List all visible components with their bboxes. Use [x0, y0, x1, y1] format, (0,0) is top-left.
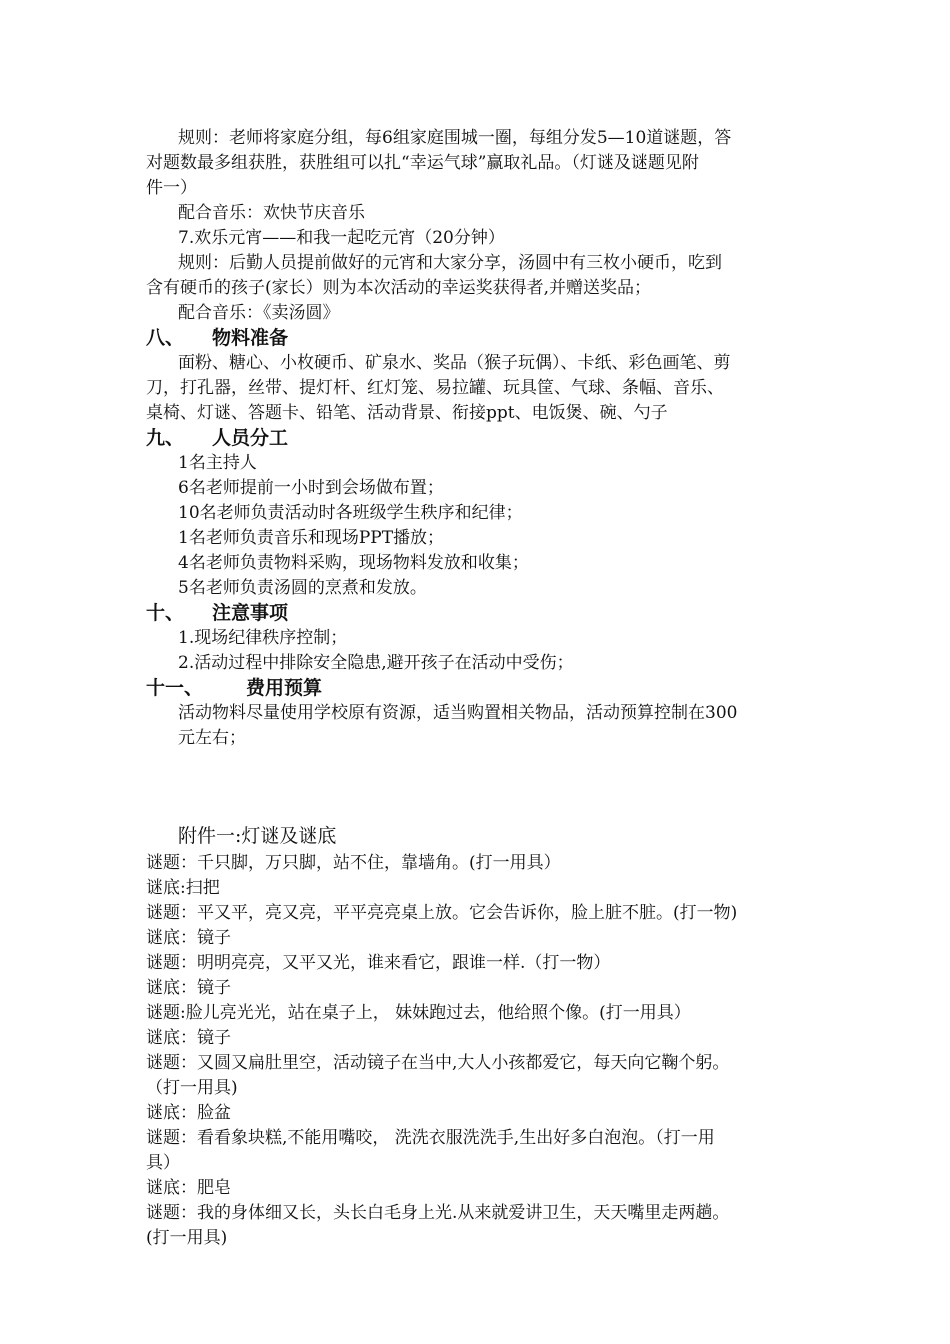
answer-line: 谜底：脸盆	[146, 1103, 231, 1123]
document-page	[146, 126, 816, 1251]
section-number: 八、	[146, 327, 185, 349]
staffing-line: 4名老师负责物料采购，现场物料发放和收集；	[178, 553, 529, 573]
staffing-line: 5名老师负责汤圆的烹煮和发放。	[178, 578, 427, 598]
music-line: 配合音乐：《卖汤圆》	[178, 303, 340, 323]
rules-line: 规则：后勤人员提前做好的元宵和大家分享，汤圆中有三枚小硬币，吃到	[178, 253, 722, 273]
riddle-line: (打一用具)	[146, 1228, 228, 1248]
section-heading-materials	[146, 326, 816, 351]
riddle-line: 谜题：千只脚，万只脚，站不住，靠墙角。(打一用具）	[146, 853, 561, 873]
riddle-line: 谜题:脸儿亮光光，站在桌子上， 妹妹跑过去，他给照个像。(打一用具）	[146, 1003, 691, 1023]
notes-line: 1.现场纪律秩序控制；	[178, 628, 348, 648]
staffing-line: 6名老师提前一小时到会场做布置；	[178, 478, 444, 498]
section-title: 费用预算	[246, 677, 323, 699]
section-title: 注意事项	[212, 602, 289, 624]
spacer	[146, 751, 816, 821]
staffing-line: 1名主持人	[178, 453, 257, 473]
section-title: 人员分工	[212, 427, 289, 449]
staffing-line: 1名老师负责音乐和现场PPT播放；	[178, 528, 445, 548]
riddle-line: 谜题：看看象块糕,不能用嘴咬， 洗洗衣服洗洗手,生出好多白泡泡。（打一用	[146, 1128, 715, 1148]
riddle-line: 谜题：我的身体细又长，头长白毛身上光.从来就爱讲卫生，天天嘴里走两趟。	[146, 1203, 730, 1223]
answer-line: 谜底：镜子	[146, 1028, 231, 1048]
riddle-line: 谜题：平又平，亮又亮，平平亮亮桌上放。它会告诉你，脸上脏不脏。(打一物)	[146, 903, 738, 923]
materials-line: 刀，打孔器，丝带、提灯杆、红灯笼、易拉罐、玩具筐、气球、条幅、音乐、	[146, 378, 724, 398]
staffing-line: 10名老师负责活动时各班级学生秩序和纪律；	[178, 503, 523, 523]
rules-line: 含有硬币的孩子(家长）则为本次活动的幸运奖获得者,并赠送奖品；	[146, 278, 652, 298]
materials-line: 桌椅、灯谜、答题卡、铅笔、活动背景、衔接ppt、电饭煲、碗、勺子	[146, 403, 668, 423]
section-title: 物料准备	[212, 327, 289, 349]
section-heading-notes	[146, 601, 816, 626]
budget-line: 活动物料尽量使用学校原有资源，适当购置相关物品，活动预算控制在300	[178, 703, 738, 723]
section-number: 九、	[146, 427, 185, 449]
budget-line: 元左右；	[178, 728, 246, 748]
riddle-line: 具）	[146, 1153, 180, 1173]
riddle-line: （打一用具)	[146, 1078, 238, 1098]
answer-line: 谜底：镜子	[146, 978, 231, 998]
activity-7-title: 7.欢乐元宵——和我一起吃元宵（20分钟）	[178, 228, 505, 248]
rules-line: 规则：老师将家庭分组，每6组家庭围城一圈，每组分发5—10道谜题，答	[178, 128, 732, 148]
music-line: 配合音乐：欢快节庆音乐	[178, 203, 365, 223]
section-heading-budget	[146, 676, 816, 701]
section-heading-staffing	[146, 426, 816, 451]
notes-line: 2.活动过程中排除安全隐患,避开孩子在活动中受伤；	[178, 653, 574, 673]
section-number: 十、	[146, 602, 185, 624]
riddle-line: 谜题：明明亮亮，又平又光，谁来看它，跟谁一样.（打一物）	[146, 953, 611, 973]
answer-line: 谜底：镜子	[146, 928, 231, 948]
attachment-title: 附件一:灯谜及谜底	[178, 825, 337, 847]
answer-line: 谜底:扫把	[146, 878, 220, 898]
riddle-line: 谜题：又圆又扁肚里空，活动镜子在当中,大人小孩都爱它，每天向它鞠个躬。	[146, 1053, 730, 1073]
rules-line: 件一）	[146, 178, 197, 198]
rules-line: 对题数最多组获胜，获胜组可以扎“幸运气球”赢取礼品。（灯谜及谜题见附	[146, 153, 699, 173]
materials-line: 面粉、糖心、小枚硬币、矿泉水、奖品（猴子玩偶）、卡纸、彩色画笔、剪	[178, 353, 731, 373]
answer-line: 谜底：肥皂	[146, 1178, 231, 1198]
section-number: 十一、	[146, 677, 204, 699]
